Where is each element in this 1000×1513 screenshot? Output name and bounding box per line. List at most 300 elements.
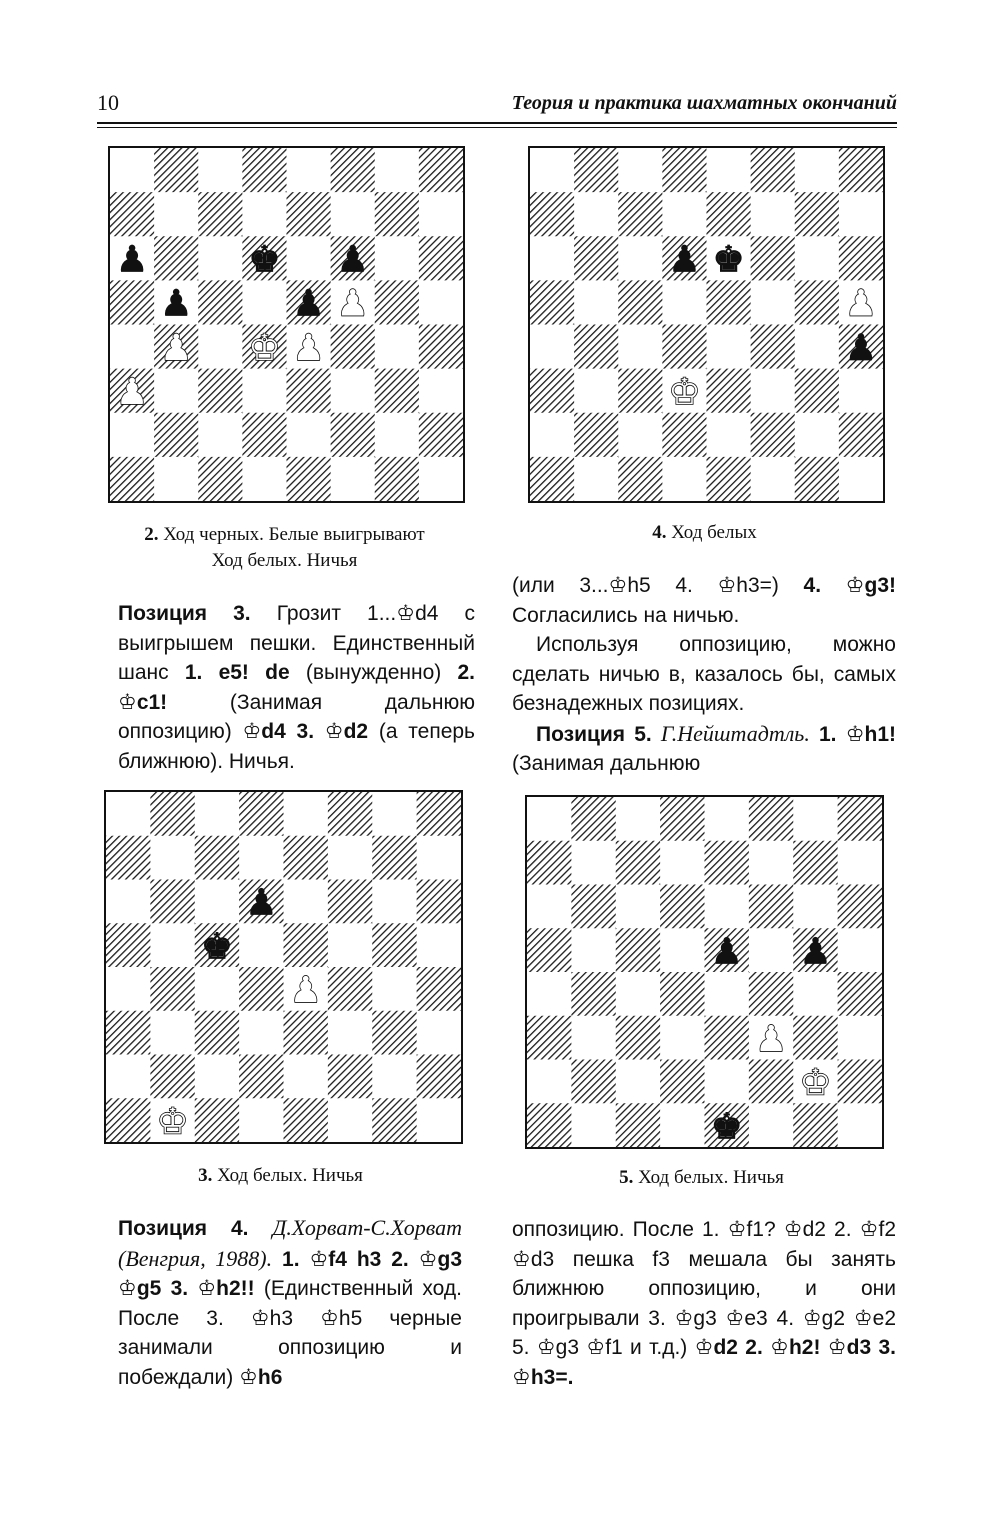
light-square xyxy=(705,885,750,929)
dark-square xyxy=(106,1098,151,1142)
light-square xyxy=(372,792,417,836)
dark-square xyxy=(331,148,376,193)
dark-square xyxy=(571,1060,616,1104)
light-square xyxy=(707,325,752,370)
light-square xyxy=(417,836,461,880)
light-square xyxy=(616,885,661,929)
light-square xyxy=(530,148,575,193)
caption-diagram-5: 5. Ход белых. Ничья xyxy=(619,1167,784,1188)
dark-square xyxy=(660,972,705,1016)
position-4-heading: Позиция 4. xyxy=(118,1217,249,1240)
running-header xyxy=(97,86,897,124)
dark-square xyxy=(618,280,663,325)
dark-square xyxy=(660,1060,705,1104)
position-3-heading: Позиция 3. xyxy=(118,602,251,625)
dark-square xyxy=(284,923,329,967)
dark-square xyxy=(372,1098,417,1142)
light-square xyxy=(284,792,329,836)
light-square xyxy=(662,457,707,501)
light-square xyxy=(660,841,705,885)
dark-square xyxy=(154,148,199,193)
light-square xyxy=(795,413,840,458)
light-square xyxy=(705,972,750,1016)
light-square xyxy=(242,280,287,325)
light-square xyxy=(707,148,752,193)
light-square xyxy=(571,841,616,885)
king-icon: ♔ xyxy=(783,1217,803,1241)
light-square xyxy=(239,1098,284,1142)
light-square xyxy=(150,923,195,967)
dark-square xyxy=(616,928,661,972)
light-square xyxy=(154,457,199,501)
light-square xyxy=(198,148,243,193)
light-square xyxy=(527,1060,572,1104)
dark-square xyxy=(328,880,373,924)
dark-square xyxy=(284,1011,329,1055)
light-square xyxy=(660,1016,705,1060)
light-square xyxy=(574,280,619,325)
dark-square xyxy=(284,1098,329,1142)
king-icon: ♔ xyxy=(512,1246,531,1271)
light-square xyxy=(616,972,661,1016)
light-square xyxy=(751,192,796,237)
light-square xyxy=(795,148,840,193)
light-square xyxy=(574,457,619,501)
white-pawn-icon: ♟ xyxy=(292,325,325,369)
light-square xyxy=(198,413,243,458)
king-icon: ♔ xyxy=(727,1217,747,1241)
light-square xyxy=(375,236,420,281)
dark-square xyxy=(198,457,243,501)
black-pawn-icon: ♟ xyxy=(336,237,369,281)
king-icon: ♔ xyxy=(309,1246,329,1271)
light-square xyxy=(328,1098,373,1142)
light-square xyxy=(749,1103,794,1147)
black-pawn-icon: ♟ xyxy=(245,882,278,924)
king-icon: ♔ xyxy=(239,1364,258,1389)
position-5-author: Г.Нейштадтль. xyxy=(660,720,810,746)
dark-square xyxy=(838,1060,882,1104)
position-4-text: Позиция 4. Д.Хорват-С.Хорват (Венгрия, 1988). 1. ♔f4 h3 2. ♔g3 ♔g5 3. ♔h2!! (Единственный ход. После 3. ♔h3 ♔h5 черные занимали оппозицию и побеждали) ♔h6 xyxy=(118,1215,463,1389)
dark-square xyxy=(660,885,705,929)
page-number: 10 xyxy=(97,90,119,115)
light-square xyxy=(284,880,329,924)
king-icon: ♔ xyxy=(725,1305,745,1330)
dark-square xyxy=(287,192,332,237)
dark-square xyxy=(239,1055,284,1099)
light-square xyxy=(419,457,463,501)
light-square xyxy=(839,369,883,414)
dark-square xyxy=(795,192,840,237)
white-pawn-icon: ♟ xyxy=(115,369,149,413)
dark-square xyxy=(375,192,420,237)
light-square xyxy=(527,797,572,841)
dark-square xyxy=(530,280,575,325)
light-square xyxy=(749,928,794,972)
black-king-icon: ♚ xyxy=(712,237,745,281)
dark-square xyxy=(839,236,883,281)
dark-square xyxy=(660,797,705,841)
dark-square xyxy=(574,325,619,370)
light-square xyxy=(110,413,155,458)
dark-square xyxy=(662,413,707,458)
dark-square xyxy=(616,1016,661,1060)
dark-square xyxy=(375,280,420,325)
white-king-icon: ♚ xyxy=(668,369,701,413)
king-icon: ♔ xyxy=(717,573,737,597)
dark-square xyxy=(419,236,463,281)
light-square xyxy=(239,923,284,967)
light-square xyxy=(795,236,840,281)
light-square xyxy=(328,836,373,880)
dark-square xyxy=(795,369,840,414)
light-square xyxy=(195,792,240,836)
dark-square xyxy=(195,1098,240,1142)
king-icon: ♔ xyxy=(827,1335,847,1359)
king-icon: ♔ xyxy=(396,601,416,625)
light-square xyxy=(328,923,373,967)
dark-square xyxy=(287,369,332,414)
dark-square xyxy=(574,148,619,193)
dark-square xyxy=(616,841,661,885)
light-square xyxy=(660,1103,705,1147)
light-square xyxy=(530,413,575,458)
dark-square xyxy=(662,325,707,370)
white-pawn-icon: ♟ xyxy=(844,281,878,325)
light-square xyxy=(793,797,838,841)
caption-diagram-3: 3. Ход белых. Ничья xyxy=(198,1165,363,1186)
dark-square xyxy=(749,885,794,929)
dark-square xyxy=(372,923,417,967)
light-square xyxy=(287,413,332,458)
position-5-continuation: оппозицию. После 1. ♔f1? ♔d2 2. ♔f2 ♔d3 пешка f3 мешала бы занять ближнюю оппозицию, и они проигрывали 3. ♔g3 ♔e3 4. ♔g2 ♔e2 5. ♔g3 ♔f1 и т.д.) ♔d2 2. ♔h2! ♔d3 3. ♔h3=. xyxy=(512,1217,897,1389)
king-icon: ♔ xyxy=(586,1335,606,1359)
dark-square xyxy=(239,792,284,836)
light-square xyxy=(616,797,661,841)
black-pawn-icon: ♟ xyxy=(710,931,743,973)
light-square xyxy=(618,325,663,370)
black-pawn-icon: ♟ xyxy=(844,325,878,369)
dark-square xyxy=(530,457,575,501)
dark-square xyxy=(618,457,663,501)
dark-square xyxy=(751,236,796,281)
dark-square xyxy=(705,1016,750,1060)
king-icon: ♔ xyxy=(242,719,262,743)
light-square xyxy=(618,148,663,193)
dark-square xyxy=(198,280,243,325)
dark-square xyxy=(527,1016,572,1060)
dark-square xyxy=(106,923,151,967)
king-icon: ♔ xyxy=(802,1305,822,1330)
black-pawn-icon: ♟ xyxy=(115,237,149,281)
king-icon: ♔ xyxy=(118,1276,137,1300)
light-square xyxy=(328,1011,373,1055)
dark-square xyxy=(662,148,707,193)
light-square xyxy=(106,880,151,924)
light-square xyxy=(106,1055,151,1099)
light-square xyxy=(331,457,376,501)
light-square xyxy=(527,885,572,929)
right-column-text: (или 3...♔h5 4. ♔h3=) 4. ♔g3! Согласились на ничью. Используя оппозицию, можно сделать ничью в, казалось бы, самых безнадежных позициях. Позиция 5. Г.Нейштадтль. 1. ♔h1! (Занимая дальнюю xyxy=(512,573,897,775)
light-square xyxy=(375,413,420,458)
king-icon: ♔ xyxy=(608,573,628,597)
dark-square xyxy=(707,457,752,501)
light-square xyxy=(150,836,195,880)
dark-square xyxy=(419,413,463,458)
black-pawn-icon: ♟ xyxy=(668,237,701,281)
dark-square xyxy=(705,841,750,885)
dark-square xyxy=(795,457,840,501)
dark-square xyxy=(618,369,663,414)
dark-square xyxy=(331,413,376,458)
dark-square xyxy=(198,192,243,237)
white-king-icon: ♚ xyxy=(248,325,281,369)
light-square xyxy=(242,192,287,237)
light-square xyxy=(571,928,616,972)
king-icon: ♔ xyxy=(845,721,865,746)
king-icon: ♔ xyxy=(197,1276,217,1300)
position-4-author: Д.Хорват-С.Хорват (Венгрия, 1988). xyxy=(118,1215,462,1271)
light-square xyxy=(662,280,707,325)
light-square xyxy=(571,1016,616,1060)
dark-square xyxy=(751,413,796,458)
dark-square xyxy=(331,325,376,370)
white-pawn-icon: ♟ xyxy=(754,1018,788,1060)
dark-square xyxy=(106,836,151,880)
dark-square xyxy=(571,797,616,841)
dark-square xyxy=(242,413,287,458)
king-icon: ♔ xyxy=(512,1364,531,1389)
dark-square xyxy=(328,967,373,1011)
light-square xyxy=(616,1060,661,1104)
caption-diagram-4: 4. Ход белых xyxy=(652,522,757,543)
light-square xyxy=(195,1055,240,1099)
caption-diagram-2: 2. Ход черных. Белые выигрывают Ход белых. Ничья xyxy=(144,524,425,571)
light-square xyxy=(239,1011,284,1055)
dark-square xyxy=(571,972,616,1016)
light-square xyxy=(571,1103,616,1147)
black-pawn-icon: ♟ xyxy=(159,281,193,325)
light-square xyxy=(705,797,750,841)
light-square xyxy=(417,1011,461,1055)
dark-square xyxy=(751,148,796,193)
dark-square xyxy=(150,1055,195,1099)
dark-square xyxy=(242,148,287,193)
light-square xyxy=(375,148,420,193)
dark-square xyxy=(154,236,199,281)
dark-square xyxy=(527,928,572,972)
light-square xyxy=(106,792,151,836)
dark-square xyxy=(574,236,619,281)
light-square xyxy=(372,880,417,924)
dark-square xyxy=(793,841,838,885)
light-square xyxy=(618,413,663,458)
light-square xyxy=(195,967,240,1011)
dark-square xyxy=(530,192,575,237)
light-square xyxy=(530,236,575,281)
king-icon: ♔ xyxy=(859,1217,879,1241)
light-square xyxy=(417,1098,461,1142)
chess-diagram-5 xyxy=(525,795,884,1149)
light-square xyxy=(662,192,707,237)
light-square xyxy=(106,967,151,1011)
dark-square xyxy=(417,792,461,836)
dark-square xyxy=(839,413,883,458)
light-square xyxy=(618,236,663,281)
light-square xyxy=(419,369,463,414)
dark-square xyxy=(195,836,240,880)
light-square xyxy=(284,1055,329,1099)
light-square xyxy=(242,457,287,501)
dark-square xyxy=(287,457,332,501)
dark-square xyxy=(795,280,840,325)
light-square xyxy=(154,369,199,414)
dark-square xyxy=(571,885,616,929)
king-icon: ♔ xyxy=(694,1335,714,1359)
dark-square xyxy=(195,1011,240,1055)
chess-diagram-4 xyxy=(528,146,885,503)
book-title: Теория и практика шахматных окончаний xyxy=(511,92,897,114)
dark-square xyxy=(417,967,461,1011)
black-pawn-icon: ♟ xyxy=(799,931,832,973)
light-square xyxy=(527,972,572,1016)
dark-square xyxy=(749,1060,794,1104)
light-square xyxy=(795,325,840,370)
light-square xyxy=(154,192,199,237)
dark-square xyxy=(838,797,882,841)
dark-square xyxy=(150,967,195,1011)
dark-square xyxy=(530,369,575,414)
dark-square xyxy=(150,880,195,924)
light-square xyxy=(198,325,243,370)
light-square xyxy=(749,841,794,885)
light-square xyxy=(287,236,332,281)
black-pawn-icon: ♟ xyxy=(292,281,325,325)
dark-square xyxy=(527,1103,572,1147)
light-square xyxy=(150,1011,195,1055)
light-square xyxy=(838,928,882,972)
dark-square xyxy=(749,972,794,1016)
dark-square xyxy=(838,972,882,1016)
king-icon: ♔ xyxy=(324,719,344,743)
board-svg xyxy=(530,148,883,501)
king-icon: ♔ xyxy=(853,1305,873,1330)
dark-square xyxy=(527,841,572,885)
light-square xyxy=(417,923,461,967)
dark-square xyxy=(110,457,155,501)
light-square xyxy=(331,369,376,414)
dark-square xyxy=(372,1011,417,1055)
king-icon: ♔ xyxy=(118,689,137,714)
dark-square xyxy=(150,792,195,836)
light-square xyxy=(419,192,463,237)
dark-square xyxy=(707,369,752,414)
dark-square xyxy=(751,325,796,370)
light-square xyxy=(195,880,240,924)
light-square xyxy=(574,192,619,237)
dark-square xyxy=(198,369,243,414)
light-square xyxy=(839,457,883,501)
board-svg xyxy=(110,148,463,501)
light-square xyxy=(751,457,796,501)
dark-square xyxy=(749,797,794,841)
light-square xyxy=(372,967,417,1011)
light-square xyxy=(707,413,752,458)
light-square xyxy=(375,325,420,370)
light-square xyxy=(419,280,463,325)
king-icon: ♔ xyxy=(250,1305,270,1330)
dark-square xyxy=(110,280,155,325)
chess-diagram-3 xyxy=(104,790,463,1144)
light-square xyxy=(793,885,838,929)
dark-square xyxy=(707,192,752,237)
king-icon: ♔ xyxy=(418,1246,438,1271)
white-pawn-icon: ♟ xyxy=(289,970,322,1011)
light-square xyxy=(793,972,838,1016)
position-3-text: Позиция 3. Грозит 1...♔d4 с выигрышем пешки. Единственный шанс 1. e5! de (вынужденно) 2. ♔c1! (Занимая дальнюю оппозицию) ♔d4 3. ♔d2 (а теперь ближнюю). Ничья. xyxy=(118,601,475,773)
light-square xyxy=(574,369,619,414)
king-icon: ♔ xyxy=(845,573,865,597)
dark-square xyxy=(328,792,373,836)
black-king-icon: ♚ xyxy=(200,926,234,968)
dark-square xyxy=(375,369,420,414)
dark-square xyxy=(375,457,420,501)
king-icon: ♔ xyxy=(536,1335,556,1359)
king-icon: ♔ xyxy=(674,1305,694,1330)
king-icon: ♔ xyxy=(320,1305,339,1330)
dark-square xyxy=(372,836,417,880)
light-square xyxy=(331,192,376,237)
opposition-paragraph: Используя оппозицию, можно сделать ничью в, казалось бы, самых безнадежных позициях. xyxy=(512,633,896,715)
light-square xyxy=(751,369,796,414)
dark-square xyxy=(419,325,463,370)
dark-square xyxy=(839,148,883,193)
dark-square xyxy=(110,192,155,237)
light-square xyxy=(751,280,796,325)
dark-square xyxy=(106,1011,151,1055)
position-5-heading: Позиция 5. xyxy=(536,722,652,746)
dark-square xyxy=(793,1016,838,1060)
dark-square xyxy=(417,880,461,924)
dark-square xyxy=(793,1103,838,1147)
white-pawn-icon: ♟ xyxy=(159,325,193,369)
dark-square xyxy=(239,967,284,1011)
light-square xyxy=(838,1103,882,1147)
light-square xyxy=(838,841,882,885)
black-king-icon: ♚ xyxy=(710,1106,743,1147)
light-square xyxy=(705,1060,750,1104)
light-square xyxy=(239,836,284,880)
chess-diagram-2 xyxy=(108,146,465,503)
king-icon: ♔ xyxy=(770,1335,789,1359)
dark-square xyxy=(618,192,663,237)
light-square xyxy=(839,192,883,237)
light-square xyxy=(242,369,287,414)
dark-square xyxy=(419,148,463,193)
dark-square xyxy=(838,885,882,929)
white-pawn-icon: ♟ xyxy=(336,281,369,325)
light-square xyxy=(287,148,332,193)
board-svg xyxy=(527,797,882,1147)
dark-square xyxy=(616,1103,661,1147)
light-square xyxy=(110,325,155,370)
light-square xyxy=(372,1055,417,1099)
light-square xyxy=(110,148,155,193)
dark-square xyxy=(284,836,329,880)
dark-square xyxy=(574,413,619,458)
dark-square xyxy=(417,1055,461,1099)
dark-square xyxy=(328,1055,373,1099)
